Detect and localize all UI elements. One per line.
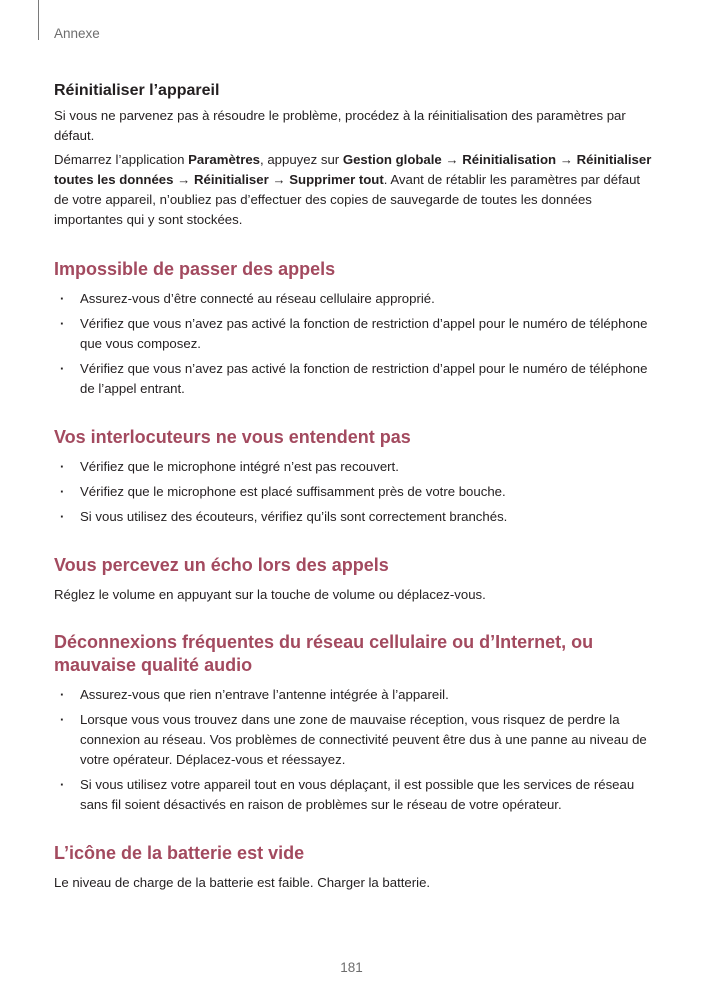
- arrow-icon: →: [441, 152, 463, 167]
- arrow-icon: →: [173, 172, 194, 187]
- section-header: Annexe: [54, 26, 100, 41]
- bold-term: Réinitialiser: [193, 172, 269, 187]
- arrow-icon: →: [268, 172, 290, 187]
- bold-term: Supprimer tout: [289, 172, 384, 187]
- hear-list: [54, 457, 654, 527]
- text-run: Démarrez l’application: [54, 152, 189, 167]
- text-run: , appuyez sur: [260, 152, 343, 167]
- text-run: . Avant de rétablir les paramètres par défaut de votre appareil, n’oubliez pas d’effectuer des copies de sauvegarde de toutes les données importantes qui y sont stockées.: [54, 172, 641, 227]
- list-item: · Lorsque vous vous trouvez dans une zone de mauvaise réception, vous risquez de perdre la connexion au réseau. Vos problèmes de connectivité peuvent être dus à une panne au niveau de votre opérateur. Déplacez-vous et réessayez.: [54, 710, 654, 770]
- page-content: [54, 82, 654, 897]
- corner-line-divider: [38, 0, 39, 40]
- arrow-icon: →: [556, 152, 577, 167]
- network-title: Déconnexions fréquentes du réseau cellulaire ou d’Internet, ou mauvaise qualité audio: [54, 632, 594, 675]
- reset-paragraph-2: [54, 150, 654, 230]
- page-number: 181: [340, 960, 363, 975]
- echo-text: Réglez le volume en appuyant sur la touche de volume ou déplacez-vous.: [54, 587, 486, 602]
- network-list: [54, 685, 654, 815]
- bold-term: Gestion globale: [342, 152, 442, 167]
- bold-term: Paramètres: [188, 152, 260, 167]
- list-item: · Vérifiez que vous n’avez pas activé la fonction de restriction d’appel pour le numéro de téléphone que vous composez.: [54, 314, 654, 354]
- reset-paragraph-1: Si vous ne parvenez pas à résoudre le problème, procédez à la réinitialisation des paramètres par défaut.: [54, 108, 626, 143]
- list-item: · Si vous utilisez votre appareil tout en vous déplaçant, il est possible que les services de réseau sans fil soient désactivés en raison de problèmes sur le réseau de votre opérateur.: [54, 775, 654, 815]
- hear-title: Vos interlocuteurs ne vous entendent pas: [54, 427, 411, 447]
- echo-title: Vous percevez un écho lors des appels: [54, 555, 389, 575]
- list-item: · Assurez-vous d’être connecté au réseau cellulaire approprié.: [54, 289, 654, 309]
- battery-text: Le niveau de charge de la batterie est faible. Charger la batterie.: [54, 875, 431, 890]
- list-item: · Si vous utilisez des écouteurs, vérifiez qu’ils sont correctement branchés.: [54, 507, 654, 527]
- list-item: · Vérifiez que le microphone intégré n’est pas recouvert.: [54, 457, 654, 477]
- list-item: · Vérifiez que le microphone est placé suffisamment près de votre bouche.: [54, 482, 654, 502]
- bold-term: Réinitialisation: [462, 152, 557, 167]
- battery-title: L’icône de la batterie est vide: [54, 843, 305, 863]
- list-item: · Assurez-vous que rien n’entrave l’antenne intégrée à l’appareil.: [54, 685, 654, 705]
- calls-title: Impossible de passer des appels: [54, 259, 336, 279]
- bold-term: Réinitialiser toutes les données: [54, 152, 652, 187]
- reset-title: Réinitialiser l’appareil: [54, 82, 220, 99]
- calls-list: [54, 289, 654, 399]
- list-item: · Vérifiez que vous n’avez pas activé la fonction de restriction d’appel pour le numéro de téléphone de l’appel entrant.: [54, 359, 654, 399]
